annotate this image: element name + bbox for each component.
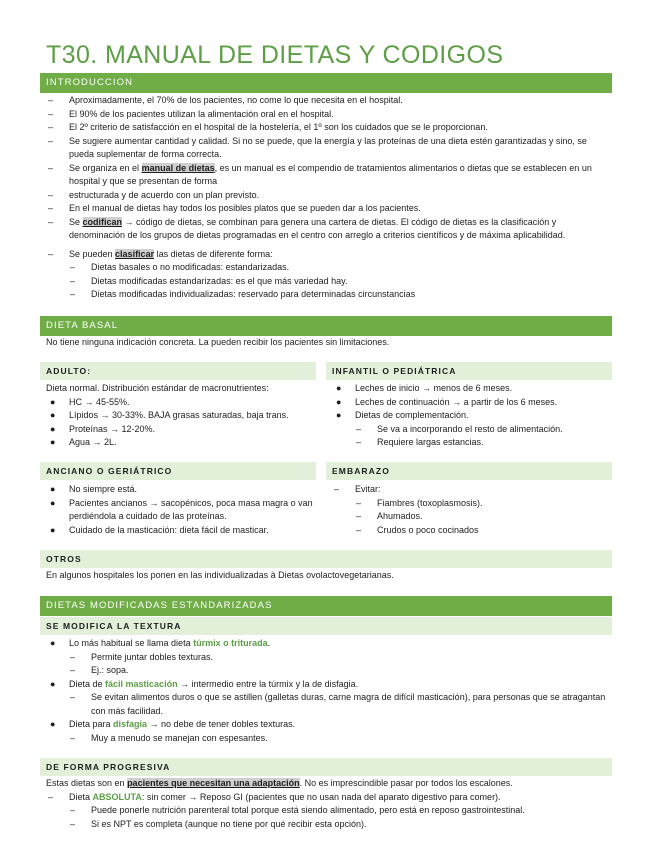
list-item: ● HC → 45-55%. <box>50 396 130 407</box>
list-item: – El 2º criterio de satisfacción en el hospital de la hostelería, el 1º son los cuidados que se le proporcionan. <box>48 122 488 132</box>
dieta-basal-text: No tiene ninguna indicación concreta. La pueden recibir los pacientes sin limitaciones. <box>46 337 390 347</box>
subsection-header-progresiva: DE FORMA PROGRESIVA <box>40 758 612 776</box>
sub-list-item: – Requiere largas estancias. <box>356 437 484 447</box>
list-item: ● Dieta de fácil masticación → intermedio entre la túrmix y la de disfagia. <box>50 678 359 689</box>
page-title: T30. MANUAL DE DIETAS Y CODIGOS <box>46 41 504 69</box>
highlight-adaptacion: pacientes que necesitan una adaptación <box>127 778 300 788</box>
anciano-list <box>40 483 316 537</box>
list-item: ● Lo más habitual se llama dieta túrmix o triturada. <box>50 638 271 648</box>
list-item: ● Dieta para disfagia → no debe de tener dobles texturas. <box>50 719 296 729</box>
term-disfagia: disfagia <box>113 719 148 729</box>
sub-list-item: – Crudos o poco cocinados <box>356 524 479 535</box>
list-item: ● No siempre está. <box>50 484 138 494</box>
term-turmix: túrmix o triturada <box>193 638 268 648</box>
list-item: – Aproximadamente, el 70% de los pacientes, no come lo que necesita en el hospital. <box>48 95 403 105</box>
sub-list-item: – Se va a incorporando el resto de alimentación. <box>356 423 563 434</box>
sub-list-item: – Dietas modificadas individualizadas: reservado para determinadas circunstancias <box>70 289 416 299</box>
subsection-header-embarazo: EMBARAZO <box>326 462 612 480</box>
list-item: ● Agua → 2L. <box>50 437 117 447</box>
subsection-header-adulto: ADULTO: <box>40 362 316 380</box>
intro-list <box>40 94 606 302</box>
sub-list-item: – Si es NPT es completa (aunque no tiene por qué recibir esta opción). <box>70 818 367 829</box>
sub-list-item: – Dietas basales o no modificadas: estandarizadas. <box>70 262 290 272</box>
highlight-manual-de-dietas: manual de dietas <box>141 162 215 173</box>
sub-list-item: – Ahumados. <box>356 511 423 521</box>
embarazo-list <box>326 483 612 537</box>
section-header-introduccion: INTRODUCCION <box>40 73 612 93</box>
progresiva-list <box>40 777 612 831</box>
adulto-list <box>40 382 320 450</box>
subsection-header-infantil: INFANTIL O PEDIÁTRICA <box>326 362 612 380</box>
subsection-header-anciano: ANCIANO O GERIÁTRICO <box>40 462 316 480</box>
textura-list <box>40 637 612 745</box>
sub-list-item: – Permite juntar dobles texturas. <box>70 651 214 662</box>
sub-list-item: – Dietas modificadas estandarizadas: es el que más variedad hay. <box>70 275 348 286</box>
list-item: ● Leches de inicio → menos de 6 meses. <box>336 383 513 393</box>
list-item: ● Leches de continuación → a partir de los 6 meses. <box>336 396 558 407</box>
otros-text: En algunos hospitales los ponen en las individualizadas à Dietas ovolactovegetarianas. <box>46 570 394 580</box>
term-absoluta: ABSOLUTA <box>92 791 142 802</box>
sub-list-item: – Se evitan alimentos duros o que se astillen (galletas duras, carne magra de difícil masticación), para personas que se atragantan con más facilidad. <box>70 692 606 716</box>
list-item: – Dieta ABSOLUTA: sin comer → Reposo GI (pacientes que no usan nada del aparato digestivo para comer). <box>48 791 501 802</box>
progresiva-intro: Estas dietas son en pacientes que necesitan una adaptación. No es imprescindible pasar por todos los escalones. <box>46 778 513 788</box>
list-item: – Evitar: <box>334 484 381 494</box>
section-header-dieta-basal: DIETA BASAL <box>40 316 612 336</box>
list-item: – Se sugiere aumentar cantidad y calidad. Si no se puede, que la energía y las proteínas de una dieta estén garantizadas y sino, se pueda suplementar de forma correcta. <box>48 135 587 159</box>
list-item: ● Dietas de complementación. <box>336 410 469 420</box>
list-item: – estructurada y de acuerdo con un plan previsto. <box>48 189 260 200</box>
list-item: – Se codifican → código de dietas, se combinan para genera una cartera de dietas. El código de dietas es la clasificación y denominación de los grupos de dietas programadas en el centro con arreglo a criterios científicos y de máxima aplicabilidad. <box>48 216 566 240</box>
list-item: ● Pacientes ancianos → sacopénicos, poca masa magra o van perdiéndola a cuidado de las proteínas. <box>50 497 313 521</box>
highlight-clasificar: clasificar <box>115 248 155 259</box>
term-facil-masticacion: fácil masticación <box>105 678 178 689</box>
section-header-dietas-modificadas: DIETAS MODIFICADAS ESTANDARIZADAS <box>40 596 612 616</box>
list-item: – El 90% de los pacientes utilizan la alimentación oral en el hospital. <box>48 108 334 119</box>
list-item: ● Proteínas → 12-20%. <box>50 423 156 434</box>
subsection-header-textura: SE MODIFICA LA TEXTURA <box>40 617 612 635</box>
list-item: ● Cuidado de la masticación: dieta fácil de masticar. <box>50 524 269 535</box>
infantil-list <box>326 382 612 450</box>
sub-list-item: – Puede ponerle nutrición parenteral total porque está siendo alimentado, pero está en reposo gastrointestinal. <box>70 805 525 815</box>
subsection-header-otros: OTROS <box>40 550 612 568</box>
list-item: – Se pueden clasificar las dietas de diferente forma: <box>48 248 273 259</box>
sub-list-item: – Muy a menudo se manejan con espesantes. <box>70 732 268 743</box>
sub-list-item: – Fiambres (toxoplasmosis). <box>356 497 483 508</box>
highlight-codifican: codifican <box>82 216 123 227</box>
adulto-intro: Dieta normal. Distribución estándar de macronutrientes: <box>46 383 269 393</box>
list-item: – En el manual de dietas hay todos los posibles platos que se pueden dar a los pacientes. <box>48 203 421 213</box>
list-item: – Se organiza en el manual de dietas, es un manual es el compendio de tratamientos alimentarios o dietas que se establecen en un hospital y que se presentan de forma <box>48 162 592 186</box>
list-item: ● Lípidos → 30-33%. BAJA grasas saturadas, baja trans. <box>50 410 289 420</box>
sub-list-item: – Ej.: sopa. <box>70 665 129 675</box>
